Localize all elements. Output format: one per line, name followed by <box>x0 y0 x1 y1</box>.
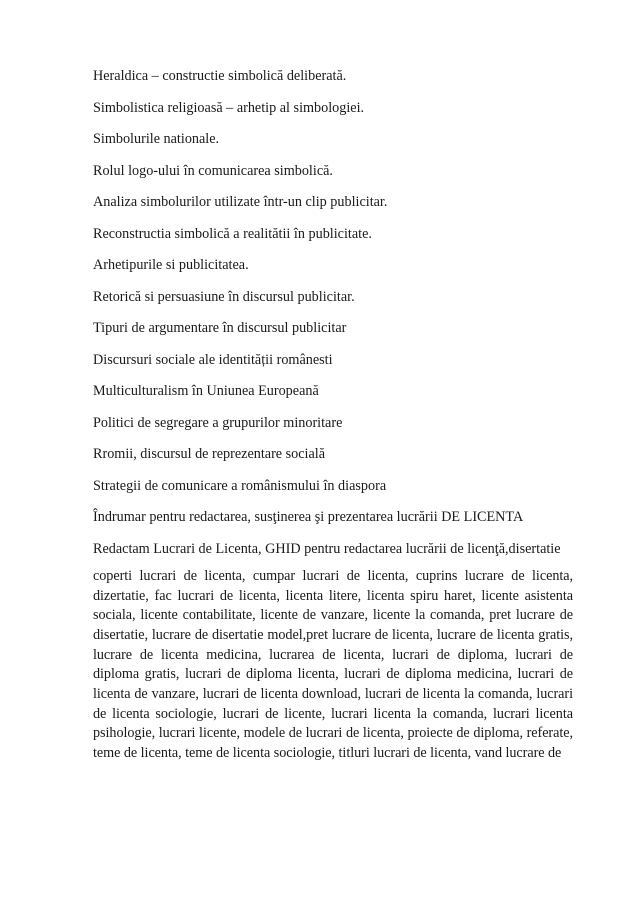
paragraph-reconstructia-simbolica: Reconstructia simbolică a realitătii în publicitate. <box>93 225 372 242</box>
document-body <box>93 67 573 776</box>
paragraph-politici-segregare: Politici de segregare a grupurilor minoritare <box>93 414 343 431</box>
paragraph-rolul-logo: Rolul logo-ului în comunicarea simbolică. <box>93 162 333 179</box>
paragraph-keywords: coperti lucrari de licenta, cumpar lucrari de licenta, cuprins lucrare de licenta, dizertatie, fac lucrari de licenta, licenta litere, licenta spiru haret, licente asistenta sociala, licente contabilitate, licente de vanzare, licente la comanda, pret lucrare de disertatie, lucrare de disertatie model,pret lucrare de licenta, lucrare de licenta gratis, lucrare de licenta medicina, lucrarea de licenta, lucrari de diploma, lucrari de diploma gratis, lucrari de diploma licenta, lucrari de diploma medicina, lucrari de licenta de vanzare, lucrari de licenta download, lucrari de licenta la comanda, lucrari de licenta sociologie, lucrari de licente, lucrari licenta la comanda, lucrari licenta psihologie, lucrari licente, modele de lucrari de licenta, proiecte de diploma, referate, teme de licenta, teme de licenta sociologie, titluri lucrari de licenta, vand lucrare de <box>93 568 573 761</box>
paragraph-analiza-simbolurilor: Analiza simbolurilor utilizate într-un clip publicitar. <box>93 194 388 210</box>
paragraph-heraldica: Heraldica – constructie simbolică deliberată. <box>93 68 347 84</box>
paragraph-guide-title: Redactam Lucrari de Licenta, GHID pentru redactarea lucrării de licenţă,disertatie <box>93 540 561 557</box>
paragraph-multiculturalism: Multiculturalism în Uniunea Europeană <box>93 383 319 399</box>
paragraph-simbolurile-nationale: Simbolurile nationale. <box>93 131 220 147</box>
paragraph-simbolistica-religioasa: Simbolistica religioasă – arhetip al simbologiei. <box>93 99 365 116</box>
paragraph-indrumar: Îndrumar pentru redactarea, susţinerea şi prezentarea lucrării DE LICENTA <box>93 509 524 525</box>
paragraph-strategii-comunicare: Strategii de comunicare a românismului în diaspora <box>93 477 387 494</box>
paragraph-retorica: Retorică si persuasiune în discursul publicitar. <box>93 288 355 305</box>
paragraph-tipuri-argumentare: Tipuri de argumentare în discursul publicitar <box>93 320 347 336</box>
paragraph-discursuri-sociale: Discursuri sociale ale identității românesti <box>93 351 333 368</box>
paragraph-arhetipurile: Arhetipurile si publicitatea. <box>93 257 249 273</box>
paragraph-rromii: Rromii, discursul de reprezentare socială <box>93 446 326 462</box>
